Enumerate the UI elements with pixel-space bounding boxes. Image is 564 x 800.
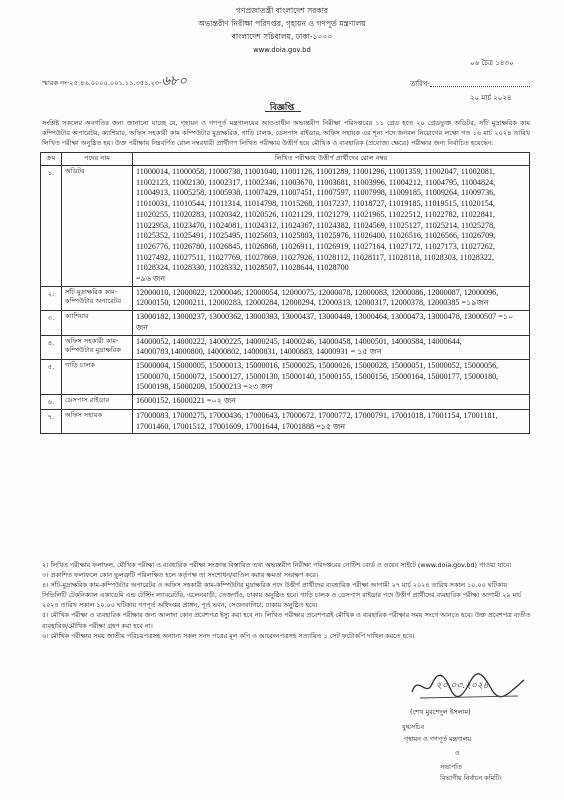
department-title: অভ্যন্তরীণ নিরীক্ষা পরিদপ্তর, গৃহায়ন ও গণপূর্ত মন্ত্রণালয় — [198, 19, 366, 28]
signatory-ministry: গৃহায়ন ও গণপূর্ত মন্ত্রণালয় — [404, 735, 472, 743]
row-count: =১৯জন — [461, 298, 489, 308]
note-item: ৫। মৌখিক পরীক্ষা ও ব্যবহারিক পরীক্ষার জন্য আলাদা কোন প্রবেশপত্র ইস্যু করা হবে না। লিখিত পরীক্ষার প্রবেশপত্রই মৌখিক ও ব্যবহারিক পরীক্ষার সময় সংগে আনতে হবে। উক্ত প্রবেশপত্র ব্যতীত ব্যবহারিক/মৌখিক পরীক্ষা গ্রহণ করা হবে না। — [42, 611, 531, 630]
row-rolls — [133, 166, 530, 287]
address: বাংলাদেশ সচিবালয়, ঢাকা-১০০০ — [231, 32, 333, 41]
roll-list: 11000014, 11000058, 11000738, 11001040, 11001126, 11001289, 11001296, 11001359, 11002047, 11002081, 11002123, 11002130, 11002317, 11002346, 11003670, 11003681, 11003996, 11004212, 11004795, 11004824, 11004913, 11005258, 11005938, 11007429, 11007451, 11007597, 11007998, 11009185, 11009264, 11009736, 11010031, 11010544, 11011314, 11014798, 11015268, 11017237, 11018727, 11019185, 11019515, 11020154, 11020255, 11020283, 11020342, 11020526, 11021129, 11021279, 11021965, 11022512, 11022782, 11022841, 11022953, 11023470, 11024081, 11024312, 11024367, 11024382, 11024569, 11025127, 11025214, 11025278, 11025352, 11025491, 11025495, 11025603, 11025803, 11025976, 11026400, 11026516, 11026566, 11026709, 11026776, 11026780, 11026845, 11026868, 11026911, 11026919, 11027164, 11027172, 11027173, 11027262, 11027492, 11027511, 11027769, 11027869, 11027926, 11028112, 11028117, 11028118, 11028303, 11028322, 11028324, 11028330, 11028332, 11028507, 11028644, 11028700 — [136, 167, 496, 273]
row-serial: ৬. — [41, 395, 62, 410]
table-row — [41, 286, 530, 310]
date-bangla: ০৬ চৈত্র ১৪৩০ — [470, 59, 514, 67]
row-rolls — [133, 335, 530, 359]
table-row — [41, 410, 530, 434]
title-underline — [265, 111, 301, 112]
roll-list: 13000182, 13000237, 13000362, 13000393, 13000437, 13000449, 13000464, 13000473, 13000478, 13000507 — [136, 312, 497, 322]
signature-date: ২০.০৩.২০২৪ — [436, 681, 489, 691]
note-item: ৬। মৌখিক পরীক্ষার সময় জাতীয় পরিচয়পত্রসহ অন্যান্য সকল সনদ পত্রের মূল কপি ও আবেদনপত্রসহ সত্যায়িত ১ সেট ফটোকপি দাখিল করতে হবে। — [42, 631, 415, 640]
row-post: অফিস সহায়ক — [62, 410, 133, 434]
row-rolls — [133, 286, 530, 310]
table-row — [41, 311, 530, 335]
table-row — [41, 359, 530, 394]
signatory-committee: বিভাগীয় নির্বাচন কমিটি। — [440, 774, 502, 782]
signatory-role — [440, 762, 502, 784]
notice-title: বিজ্ঞপ্তি — [269, 102, 295, 112]
row-rolls — [133, 410, 530, 434]
date-label: তারিখ- — [410, 80, 430, 88]
signatory-name: (শেখ মুরশেদুল ইসলাম) — [410, 708, 471, 716]
handwritten-signature — [400, 668, 540, 704]
table-row — [41, 395, 530, 410]
date-english: ২০ মার্চ ২০২৪ — [470, 94, 512, 102]
row-count: =১৫ জন — [316, 421, 346, 431]
intro-paragraph: সংশ্লিষ্ট সকলের অবগতির জন্য জানানো যাচ্ছে যে, গৃহায়ন ও গণপূর্ত মন্ত্রণালয়ের আওতাধীন অভ্যন্তরীণ নিরীক্ষা পরিদপ্তরের ১১ গ্রেড হতে ২০ গ্রেডভুক্ত অডিটর, সাঁট মুদ্রাক্ষরিক কাম কম্পিউটার অপারেটর, ক্যাশিয়ার, অফিস সহকারী কাম কম্পিউটার মুদ্রাক্ষরিক, গাড়ি চালক, ডেসপাস রাইডার, অফিস সহায়ক এর শূন্য পদে জনবল নিয়োগের লক্ষ্যে গত ১৬ মার্চ ২০২৪ তারিখ লিখিত পরীক্ষা অনুষ্ঠিত হয়। উক্ত পরীক্ষায় নিম্নবর্ণিত রোল নম্বরধারী প্রার্থীগণ লিখিত পরীক্ষায় উত্তীর্ণ হয়ে মৌখিক ও ব্যবহারিক (প্রযোজ্য ক্ষেত্রে) পরীক্ষার জন্য নির্বাচিত হয়েছেন: — [42, 119, 530, 147]
memo-number — [42, 72, 187, 93]
row-rolls — [133, 359, 530, 394]
memo-handwritten-number: ৬৮০ — [161, 74, 187, 89]
header-post: পদের নাম — [62, 153, 133, 166]
note-item: ২। লিখিত পরীক্ষার ফলাফল, মৌখিক পরীক্ষা ও ব্যবহারিক পরীক্ষা সংক্রান্ত বিস্তারিত তথ্য অভ্যন্তরীণ নিরীক্ষা পরিদপ্তরের নোটিশ বোর্ড ও ওয়েব সাইটে (www.doia.gov.bd) পাওয়া যাবে। — [42, 561, 512, 569]
row-post: সাঁট মুদ্রাক্ষরিক কাম-কম্পিউটার অপারেটর — [62, 286, 133, 310]
signatory-designation: যুগ্মসচিব — [402, 723, 425, 731]
note-item: ৩। প্রকাশিত ফলাফলে কোন ভুলত্রুটি পরিলক্ষিত হলে কর্তৃপক্ষ তা সংশোধন/বাতিল করার ক্ষমতা সংরক্ষণ করে। — [42, 571, 319, 580]
signatory-conjunction: ও — [455, 749, 460, 757]
roll-list: 14000052, 14000222, 14000225, 14000245, 14000246, 14000458, 14000501, 14000584, 14000644, 14000783,14000800, 14000802, 14000831, 14000883, 14000931 — [136, 336, 462, 357]
table-row — [41, 166, 530, 287]
row-count: =১০ জন — [136, 312, 514, 332]
notes-section — [42, 560, 532, 641]
row-serial: ৫. — [41, 359, 62, 394]
row-serial: ৪. — [41, 335, 62, 359]
row-count: =২৩ জন — [243, 382, 273, 392]
row-post: অডিটর — [62, 166, 133, 287]
row-rolls — [133, 395, 530, 410]
row-serial: ১. — [41, 166, 62, 287]
result-table — [40, 152, 530, 434]
note-item: ৪। সাঁট-মুদ্রাক্ষরিক কাম-কম্পিউটার অপারেটর ও অফিস সহকারী কাম-কম্পিউটার মুদ্রাক্ষরিক পদে উত্তীর্ণ প্রার্থীদের ব্যবহারিক পরীক্ষা আগামী ২৭ মার্চ ২০২৪ তারিখ সকাল ১০.০০ ঘটিকায় সিভিলিটি টেকনিক্যাল একাডেমি এন্ড টেস্টিং ল্যাবরেটরি, এলেনবাড়ী, তেজগাঁও, ঢাকায় অনুষ্ঠিত হবে। গাড়ি চালক ও ডেসপাস রাইডার পদে উত্তীর্ণ প্রার্থীদের ব্যবহারিক পরীক্ষা আগামী ২৯ মার্চ ২০২৪ তারিখ সকাল ১০.০০ ঘটিকায় গণপূর্ত অধিদপ্তর প্রাঙ্গন, পূর্ত ভবন, সেগুনবাগিচা, ঢাকায় অনুষ্ঠিত হবে। — [42, 581, 522, 610]
website-link[interactable]: www.doia.gov.bd — [253, 46, 311, 54]
row-post: ডেসপাস রাইডার — [62, 395, 133, 410]
signatory-role-title: সভাপতি — [440, 763, 462, 771]
row-count: = ১৫ জন — [350, 347, 382, 357]
row-post: ক্যাশিয়ার — [62, 311, 133, 335]
header-serial: ক্রম — [41, 153, 62, 166]
govt-title: গণপ্রজাতন্ত্রী বাংলাদেশ সরকার — [235, 6, 329, 15]
row-serial: ২. — [41, 286, 62, 310]
row-serial: ৭. — [41, 410, 62, 434]
date-divider — [430, 86, 530, 87]
row-serial: ৩. — [41, 311, 62, 335]
row-count: =০২ জন — [206, 396, 237, 406]
row-count: =৯৬ জন — [136, 274, 166, 284]
memo-prefix: স্মারক নং-২৫.৪৬.০০০০.০০১.১১.৩৫১.২৩- — [42, 79, 162, 87]
header-rolls: লিখিত পরীক্ষায় উত্তীর্ণ প্রার্থীদের রোল নম্বর — [133, 153, 530, 166]
row-rolls — [133, 311, 530, 335]
roll-list: 15000004, 15000005, 15000013, 15000016, 15000025, 15000026, 15000028, 15000051, 15000052, 15000056, 15000070, 15000072, 15000127, 15000130, 15000140, 15000155, 15000156, 15000164, 15000177, 15000180, 15000198, 15000209, 15000213 — [136, 360, 499, 392]
roll-list: 12000010, 12000022, 12000046, 12000054, 12000075, 12000078, 12000083, 12000086, 12000087, 12000096, 12000150, 12000211, 12000283, 12000284, 12000294, 12000313, 12000317, 12000378, 12000385 — [136, 287, 499, 308]
roll-list: 17000083, 17000275, 17000436, 17000643, 17000672, 17000772, 17000791, 17001018, 17001154, 17001181, 17001460, 17001512, 17001609, 17001644, 17001888 — [136, 411, 498, 431]
table-row — [41, 335, 530, 359]
roll-list: 16000152, 16000221 — [136, 396, 205, 406]
row-post: অফিস সহকারী কাম-কম্পিউটার মুদ্রাক্ষরিক — [62, 335, 133, 359]
row-post: গাড়ি চালক — [62, 359, 133, 394]
table-header-row — [41, 153, 530, 166]
